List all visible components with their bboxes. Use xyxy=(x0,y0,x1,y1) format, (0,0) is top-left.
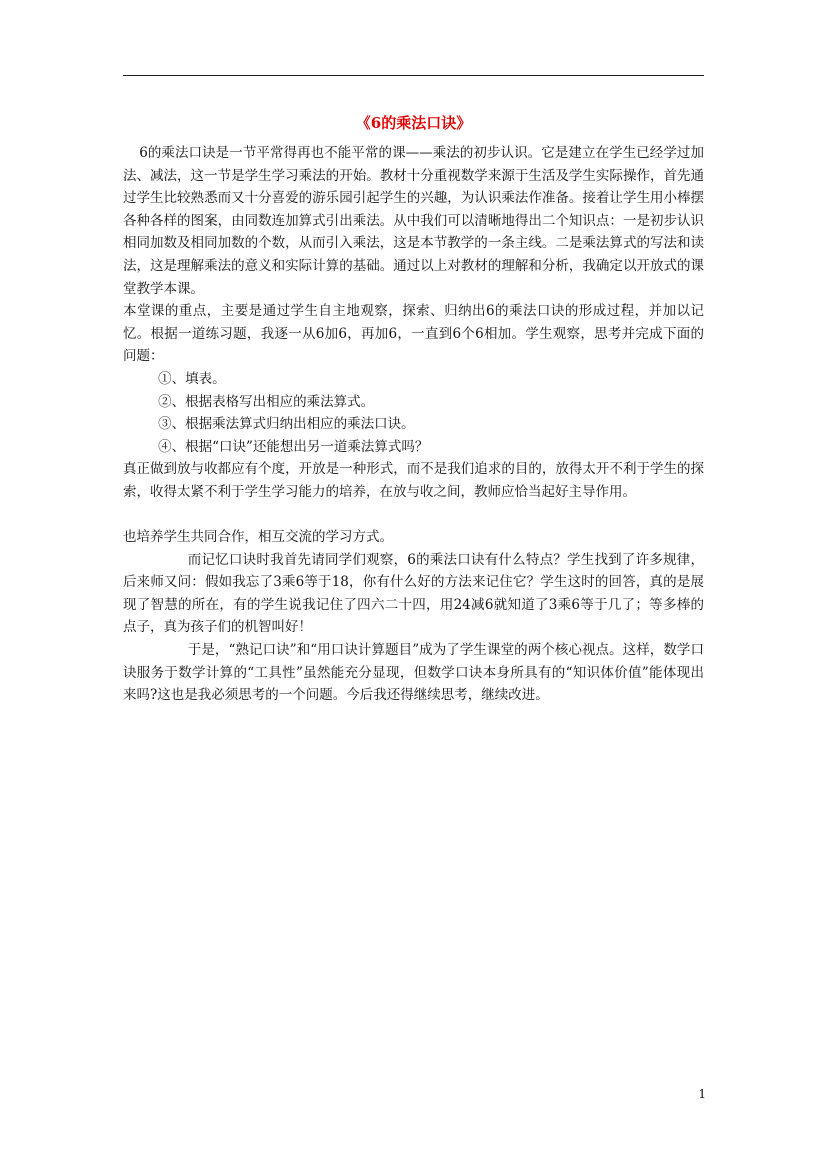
intro-paragraph: 6的乘法口诀是一节平常得再也不能平常的课——乘法的初步认识。它是建立在学生已经学过加法、减法，这一节是学生学习乘法的开始。教材十分重视数学来源于生活及学生实际操作，首先通过学生比较熟悉而又十分喜爱的游乐园引起学生的兴趣，为认识乘法作准备。接着让学生用小棒摆各种各样的图案，由同数连加算式引出乘法。从中我们可以清晰地得出二个知识点：一是初步认识相同加数及相同加数的个数，从而引入乘法，这是本节教学的一条主线。二是乘法算式的写法和读法，这是理解乘法的意义和实际计算的基础。通过以上对教材的理解和分析，我确定以开放式的课堂教学本课。 xyxy=(123,145,704,297)
step-item-3: ③、根据乘法算式归纳出相应的乘法口诀。 xyxy=(158,416,415,433)
step-item-2: ②、根据表格写出相应的乘法算式。 xyxy=(158,393,375,410)
step-item-1: ①、填表。 xyxy=(158,370,226,387)
header-rule xyxy=(123,75,704,76)
page-number: 1 xyxy=(698,1087,706,1101)
document-body xyxy=(123,142,704,707)
balance-paragraph: 真正做到放与收都应有个度，开放是一种形式，而不是我们追求的目的，放得太开不利于学生的探索，收得太紧不利于学生学习能力的培养，在放与收之间，教师应恰当起好主导作用。 xyxy=(123,461,704,500)
step-item-4: ④、根据“口诀”还能想出另一道乘法算式吗？ xyxy=(158,438,429,455)
memory-paragraph: 而记忆口诀时我首先请同学们观察，6的乘法口诀有什么特点？学生找到了许多规律，后来师又问：假如我忘了3乘6等于18，你有什么好的方法来记住它？学生这时的回答，真的是展现了智慧的所在，有的学生说我记住了四六二十四，用24减6就知道了3乘6等于几了；等多棒的点子，真为孩子们的机智叫好！ xyxy=(123,551,704,636)
paragraph-gap xyxy=(123,504,704,527)
cooperation-paragraph: 也培养学生共同合作，相互交流的学习方式。 xyxy=(123,529,393,546)
focus-paragraph: 本堂课的重点，主要是通过学生自主地观察，探索、归纳出6的乘法口诀的形成过程，并加以记忆。根据一道练习题，我逐一从6加6，再加6，一直到6个6相加。学生观察，思考并完成下面的问题： xyxy=(123,303,704,365)
document-title: 《6的乘法口诀》 xyxy=(355,114,472,132)
conclusion-paragraph: 于是，“熟记口诀”和“用口诀计算题目”成为了学生课堂的两个核心视点。这样，数学口诀服务于数学计算的“工具性”虽然能充分显现，但数学口诀本身所具有的“知识体价值”能体现出来吗?这也是我必须思考的一个问题。今后我还得继续思考，继续改进。 xyxy=(123,642,704,704)
